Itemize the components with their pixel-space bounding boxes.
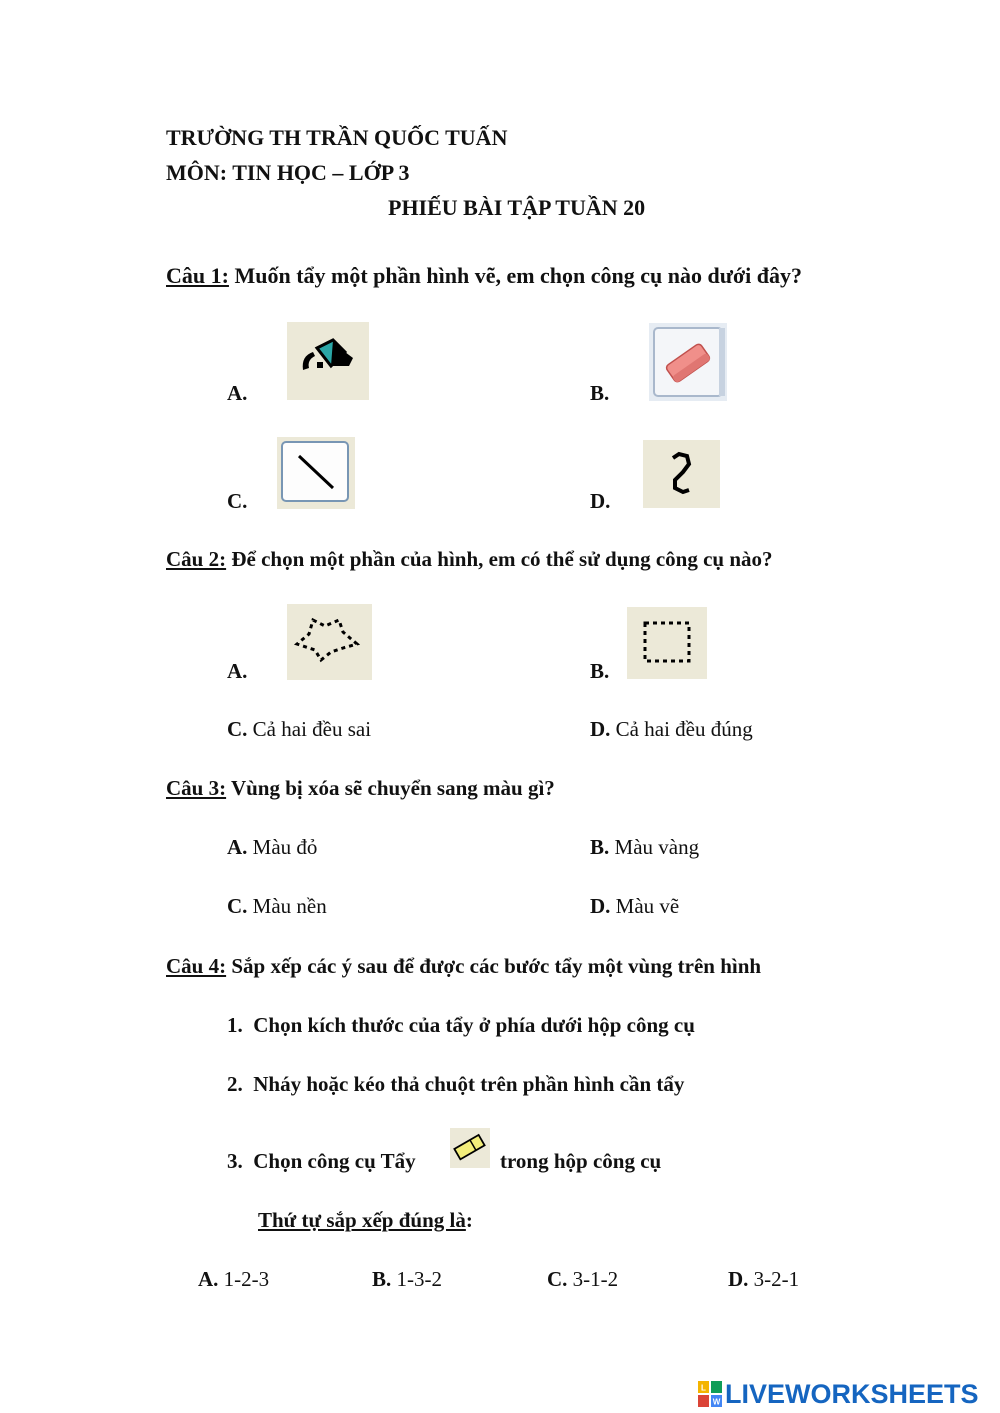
q4-option-b-text: 1-3-2 [391, 1267, 443, 1291]
worksheet-title: PHIẾU BÀI TẬP TUẦN 20 [388, 195, 646, 220]
question-3 [166, 775, 555, 801]
q3-option-a[interactable] [227, 834, 317, 860]
q4-step-1-num: 1. [227, 1013, 243, 1037]
q2-option-c-letter: C. [227, 717, 248, 741]
q2-option-c-text: Cả hai đều sai [247, 717, 372, 741]
q3-option-c-letter: C. [227, 894, 248, 918]
q4-order-prompt [258, 1207, 473, 1233]
q1-option-d[interactable] [590, 488, 610, 514]
question-4 [166, 953, 761, 979]
q4-step-2-num: 2. [227, 1072, 243, 1096]
q1-option-a[interactable] [227, 380, 247, 406]
eraser-icon[interactable] [649, 323, 727, 401]
watermark-text: LIVEWORKSHEETS [725, 1379, 979, 1409]
q3-option-d[interactable] [590, 893, 679, 919]
q4-step-1 [227, 1012, 695, 1038]
q2-option-a[interactable] [227, 658, 247, 684]
q4-option-a-text: 1-2-3 [218, 1267, 270, 1291]
q4-option-a[interactable] [198, 1266, 269, 1292]
q4-step-2 [227, 1071, 684, 1097]
question-1-label: Câu 1: [166, 263, 229, 288]
q4-option-b[interactable] [372, 1266, 442, 1292]
q2-option-a-letter: A. [227, 659, 248, 683]
q4-option-c[interactable] [547, 1266, 618, 1292]
question-4-label: Câu 4: [166, 954, 227, 978]
liveworksheets-logo-icon [698, 1381, 722, 1407]
q4-option-c-letter: C. [547, 1267, 568, 1291]
q2-option-d[interactable] [590, 716, 753, 742]
question-3-text: Vùng bị xóa sẽ chuyển sang màu gì? [226, 776, 555, 800]
eraser-icon [450, 1128, 490, 1168]
q1-option-b-letter: B. [590, 381, 610, 405]
q3-option-d-letter: D. [590, 894, 611, 918]
q4-option-c-text: 3-1-2 [567, 1267, 619, 1291]
q4-option-d[interactable] [728, 1266, 799, 1292]
line-tool-icon[interactable] [277, 437, 355, 509]
q4-step-3-text-before: Chọn công cụ Tẩy [253, 1149, 416, 1173]
question-1 [166, 262, 802, 290]
question-2-label: Câu 2: [166, 547, 227, 571]
q2-option-d-text: Cả hai đều đúng [610, 717, 753, 741]
q2-option-c[interactable] [227, 716, 371, 742]
q4-option-a-letter: A. [198, 1267, 219, 1291]
q4-step-3-num: 3. [227, 1149, 243, 1173]
q3-option-a-letter: A. [227, 835, 248, 859]
q2-option-d-letter: D. [590, 717, 611, 741]
q1-option-b[interactable] [590, 380, 609, 406]
subject-line: MÔN: TIN HỌC – LỚP 3 [166, 160, 410, 185]
q3-option-d-text: Màu vẽ [610, 894, 680, 918]
q3-option-b-text: Màu vàng [609, 835, 700, 859]
q3-option-c[interactable] [227, 893, 327, 919]
q3-option-c-text: Màu nền [247, 894, 327, 918]
q1-option-a-letter: A. [227, 381, 248, 405]
curve-tool-icon[interactable] [643, 440, 720, 508]
q2-option-b-letter: B. [590, 659, 610, 683]
logo-letter-w: W [712, 1397, 721, 1407]
q1-option-c[interactable] [227, 488, 247, 514]
q1-option-c-letter: C. [227, 489, 248, 513]
fill-bucket-icon[interactable] [287, 322, 369, 400]
question-2 [166, 546, 773, 572]
q4-option-d-text: 3-2-1 [748, 1267, 800, 1291]
free-form-select-icon[interactable] [287, 604, 372, 680]
q4-order-colon: : [465, 1208, 473, 1232]
q3-option-a-text: Màu đỏ [247, 835, 318, 859]
q4-option-d-letter: D. [728, 1267, 749, 1291]
rectangle-select-icon[interactable] [627, 607, 707, 679]
q4-order-label: Thứ tự sắp xếp đúng là [258, 1208, 466, 1232]
question-3-label: Câu 3: [166, 776, 227, 800]
q4-step-2-text: Nháy hoặc kéo thả chuột trên phần hình cần tẩy [253, 1072, 685, 1096]
question-4-text: Sắp xếp các ý sau để được các bước tẩy một vùng trên hình [226, 954, 762, 978]
q1-option-d-letter: D. [590, 489, 611, 513]
q2-option-b[interactable] [590, 658, 609, 684]
question-2-text: Để chọn một phần của hình, em có thể sử dụng công cụ nào? [226, 547, 773, 571]
q4-option-b-letter: B. [372, 1267, 392, 1291]
liveworksheets-watermark [698, 1379, 979, 1409]
q4-step-3-after: trong hộp công cụ [500, 1149, 662, 1173]
q3-option-b[interactable] [590, 834, 699, 860]
logo-letter-l: L [701, 1383, 706, 1393]
school-name: TRƯỜNG TH TRẦN QUỐC TUẤN [166, 125, 508, 150]
q4-step-3 [227, 1148, 416, 1174]
q4-step-1-text: Chọn kích thước của tẩy ở phía dưới hộp công cụ [253, 1013, 695, 1037]
question-1-text: Muốn tẩy một phần hình vẽ, em chọn công cụ nào dưới đây? [228, 263, 802, 288]
q3-option-b-letter: B. [590, 835, 610, 859]
